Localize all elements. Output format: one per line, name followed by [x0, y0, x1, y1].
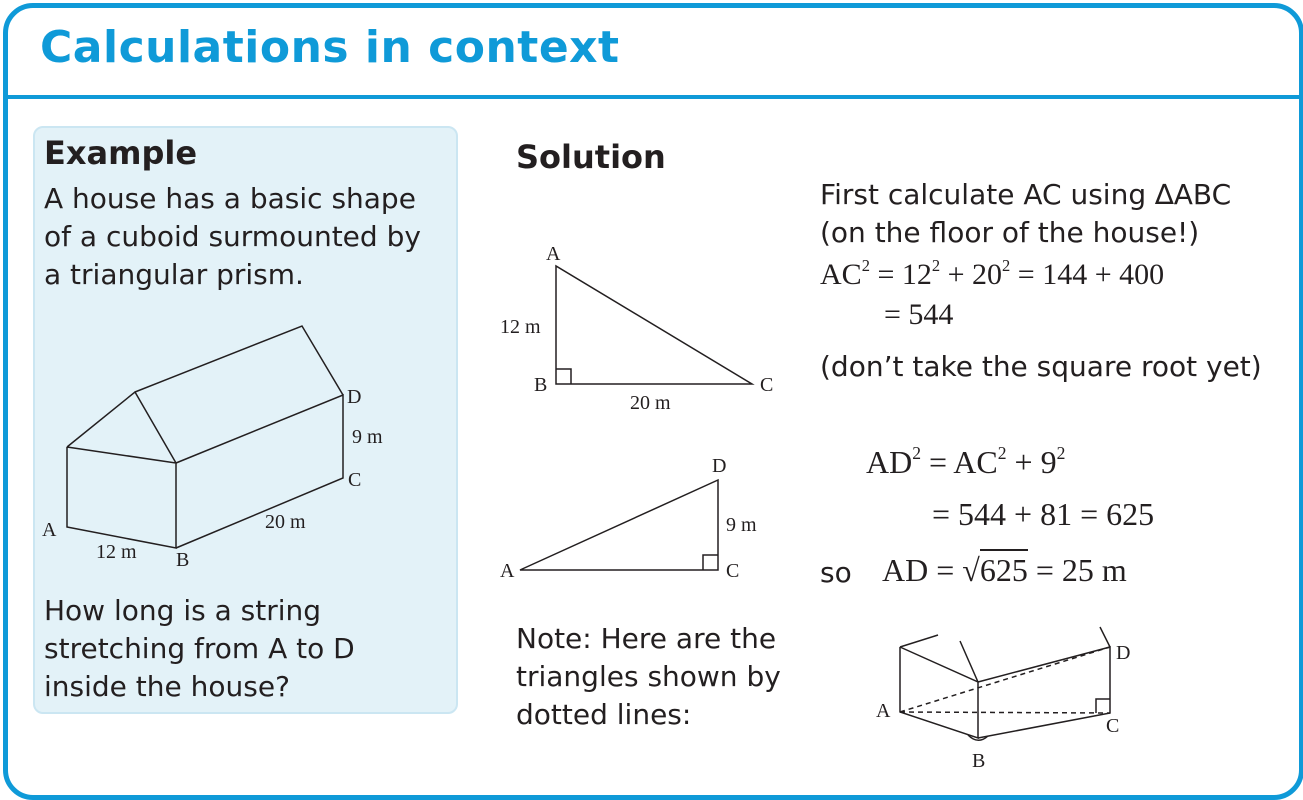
example-question — [44, 592, 355, 706]
dotted-line-ad — [900, 647, 1110, 712]
example-intro-line: A house has a basic shape — [44, 182, 416, 215]
house-label-b: B — [176, 549, 190, 571]
example-question-line: inside the house? — [44, 670, 290, 703]
solution-note — [516, 620, 781, 734]
ad-eq-line3-lhs: AD = — [882, 552, 963, 588]
triangle-abc-side-ab: 12 m — [500, 316, 541, 338]
small-house-diagram — [860, 625, 1140, 775]
example-question-line: How long is a string — [44, 594, 322, 627]
small-roof-edge — [900, 635, 938, 647]
right-angle-mark — [703, 555, 718, 570]
ac-eq-exp: 2 — [861, 255, 870, 275]
ad-equation-line3 — [882, 552, 1127, 589]
solution-step1 — [820, 176, 1231, 252]
ac-eq-term-a: = 12 — [869, 258, 932, 291]
solution-note-line: triangles shown by — [516, 660, 781, 693]
house-front-face — [67, 447, 176, 548]
triangle-acd — [520, 480, 718, 570]
house-roof — [135, 326, 343, 395]
ad-eq-line3-rhs: = 25 m — [1027, 552, 1127, 588]
ad-eq-term-b: + 9 — [1006, 444, 1057, 480]
example-intro-line: of a cuboid surmounted by — [44, 220, 421, 253]
triangle-abc-label-a: A — [546, 243, 561, 265]
ac-eq-term-b: + 20 — [940, 258, 1003, 291]
triangle-abc — [556, 266, 752, 384]
ac-eq-lhs: AC — [820, 258, 862, 291]
ac-eq-term-c: = 144 + 400 — [1010, 258, 1165, 291]
ac-eq-exp: 2 — [1002, 255, 1011, 275]
triangle-acd-label-d: D — [712, 455, 727, 477]
solution-step1-line: (on the floor of the house!) — [820, 216, 1200, 249]
sqrt-note — [820, 348, 1262, 386]
solution-note-line: Note: Here are the — [516, 622, 777, 655]
ad-eq-term-a: = AC — [921, 444, 998, 480]
ac-eq-exp: 2 — [931, 255, 941, 275]
triangle-acd-side-cd: 9 m — [726, 514, 757, 536]
sqrt-note-line: (don’t take the square root yet) — [820, 350, 1262, 383]
ad-eq-exp: 2 — [1056, 442, 1066, 463]
small-label-c: C — [1106, 715, 1120, 737]
ac-equation-line2: = 544 — [884, 298, 954, 331]
triangle-acd-label-c: C — [726, 560, 740, 582]
small-house-side-face — [978, 647, 1110, 738]
triangle-abc-diagram — [490, 240, 790, 420]
triangle-abc-label-c: C — [760, 374, 774, 396]
ad-equation-line2: = 544 + 81 = 625 — [932, 496, 1155, 532]
title-divider — [3, 95, 1303, 99]
ac-equation-line1 — [820, 255, 1165, 292]
example-heading: Example — [44, 134, 198, 172]
page-title: Calculations in context — [40, 22, 620, 73]
triangle-acd-label-a: A — [500, 560, 515, 582]
house-label-a: A — [42, 519, 57, 541]
ad-eq-lhs: AD — [866, 444, 913, 480]
small-house-front-face — [900, 647, 978, 738]
example-intro — [44, 180, 421, 294]
example-intro-line: a triangular prism. — [44, 258, 304, 291]
dotted-line-ac — [900, 712, 1110, 713]
ad-eq-exp: 2 — [997, 442, 1007, 463]
solution-heading: Solution — [516, 138, 666, 176]
small-label-d: D — [1116, 642, 1131, 664]
ad-equation-line1 — [866, 444, 1065, 481]
house-label-d: D — [347, 386, 362, 408]
small-right-angle-mark — [1096, 699, 1110, 713]
house-dim-depth: 12 m — [96, 541, 137, 563]
triangle-abc-label-b: B — [534, 374, 548, 396]
small-label-b: B — [972, 750, 986, 772]
small-label-a: A — [876, 700, 891, 722]
solution-step1-line: First calculate AC using ∆ABC — [820, 178, 1232, 211]
small-roof-edge — [1100, 627, 1110, 647]
ad-eq-exp: 2 — [912, 442, 922, 463]
house-diagram — [0, 300, 460, 620]
triangle-acd-diagram — [490, 450, 790, 590]
house-dim-length: 20 m — [265, 511, 306, 533]
house-label-c: C — [348, 469, 362, 491]
house-dim-height: 9 m — [352, 426, 383, 448]
example-question-line: stretching from A to D — [44, 632, 355, 665]
sqrt-radicand: 625 — [980, 549, 1028, 588]
ad-so-label: so — [820, 556, 852, 589]
solution-note-line: dotted lines: — [516, 698, 692, 731]
sqrt-symbol: √ — [962, 552, 980, 588]
house-side-face — [176, 395, 343, 548]
right-angle-mark — [556, 369, 571, 384]
house-gable — [67, 392, 176, 463]
triangle-abc-side-bc: 20 m — [630, 392, 671, 414]
